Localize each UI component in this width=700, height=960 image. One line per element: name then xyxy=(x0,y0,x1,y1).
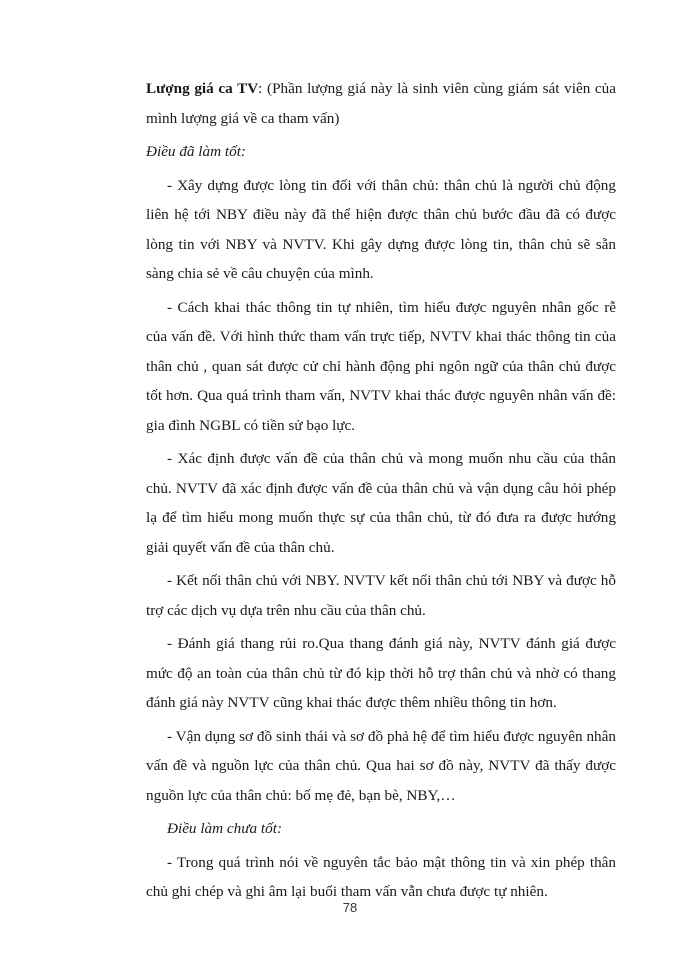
heading-text: : (Phần lượng giá này là sinh viên cùng giám sát viên của mình lượng giá về ca tham vấn) xyxy=(146,80,616,127)
paragraph: - Xác định được vấn đề của thân chủ và mong muốn nhu cầu của thân chủ. NVTV đã xác định được vấn đề của thân chủ và vận dụng câu hỏi phép lạ để tìm hiểu mong muốn thực sự của thân chủ, từ đó đưa ra được hướng giải quyết vấn đề của thân chủ. xyxy=(146,450,616,556)
document-body xyxy=(146,74,616,911)
paragraph: - Cách khai thác thông tin tự nhiên, tìm hiểu được nguyên nhân gốc rễ của vấn đề. Với hình thức tham vấn trực tiếp, NVTV khai thác thông tin của thân chủ , quan sát được cử chỉ hành động phi ngôn ngữ của thân chủ được tốt hơn. Qua quá trình tham vấn, NVTV khai thác được nguyên nhân vấn đề: gia đình NGBL có tiền sử bạo lực. xyxy=(146,298,616,434)
paragraph: - Vận dụng sơ đồ sinh thái và sơ đồ phả hệ để tìm hiểu được nguyên nhân vấn đề và nguồn lực của thân chủ. Qua hai sơ đồ này, NVTV đã thấy được nguồn lực của thân chủ: bố mẹ đẻ, bạn bè, NBY,… xyxy=(146,727,616,804)
good-label xyxy=(146,137,616,167)
bad-label-text: Điều làm chưa tốt: xyxy=(167,820,282,837)
bad-list xyxy=(146,848,616,907)
good-label-text: Điều đã làm tốt: xyxy=(146,143,246,160)
good-list xyxy=(146,171,616,811)
paragraph: - Kết nối thân chủ với NBY. NVTV kết nối thân chủ tới NBY và được hỗ trợ các dịch vụ dựa trên nhu cầu của thân chủ. xyxy=(146,572,616,619)
page-number: 78 xyxy=(342,900,358,915)
heading-bold: Lượng giá ca TV xyxy=(146,80,259,97)
paragraph: - Trong quá trình nói về nguyên tắc bảo mật thông tin và xin phép thân chủ ghi chép và ghi âm lại buổi tham vấn vẫn chưa được tự nhiên. xyxy=(146,853,616,900)
paragraph: - Đánh giá thang rủi ro.Qua thang đánh giá này, NVTV đánh giá được mức độ an toàn của thân chủ từ đó kịp thời hỗ trợ thân chủ và nhờ có thang đánh giá này NVTV cũng khai thác được thêm nhiều thông tin hơn. xyxy=(146,635,616,711)
evaluation-heading xyxy=(146,74,616,133)
paragraph: - Xây dựng được lòng tin đối với thân chủ: thân chủ là người chủ động liên hệ tới NBY điều này đã thể hiện được thân chủ bước đầu đã có được lòng tin với NBY và NVTV. Khi gây dựng được lòng tin, thân chủ sẽ sẵn sàng chia sẻ về câu chuyện của mình. xyxy=(146,176,616,282)
bad-label xyxy=(146,814,616,844)
